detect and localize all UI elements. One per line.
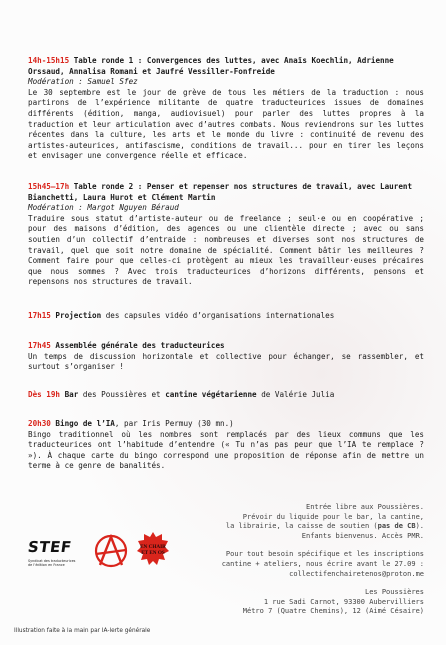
stef-logo-name: STEF [26,538,73,556]
event-description: Traduire sous statut d’artiste-auteur ou de freelance ; seul·e ou en coopérative ; pour des maisons d’édition, des agences ou une clientèle directe ; avec ou sans soutien d’un collectif d’entraide : nombreuses et diverses sont nos structures de travail, quel que soit notre domaine de spécialité. Comment bâtir les meilleures ? Comment faire pour que celles-ci protègent au mieux les travailleur·euses précaires que nous sommes ? Avec trois traducteurices d’horizons différents, pensons et repensons nos structures de travail. [28,213,424,287]
event-time: 14h-15h15 [28,56,70,65]
event-time: 17h15 [28,311,51,320]
anarchist-a-icon [94,534,128,568]
cash-note-1: Prévoir du liquide pour le bar, la cantine, [242,512,424,521]
event-ai-bingo [28,419,424,472]
venue-address: 1 rue Sadi Carnot, 93300 Aubervilliers [263,597,424,606]
cook-label: de Valérie Julia [256,390,335,399]
event-title: Table ronde 2 : Penser et repenser nos structures de travail, avec Laurent Bianchetti, Laura Hurot et Clément Martin [28,182,413,202]
children-note: Enfants bienvenus. Accès PMR. [301,531,424,540]
event-title: Bingo de l’IA [50,419,115,428]
contact-note-1: Pour tout besoin spécifique et les inscriptions [225,550,424,559]
no-card-note: pas de CB [377,522,416,531]
event-time: 17h45 [28,341,51,350]
en-chair-stamp-icon [136,531,170,567]
stef-logo [28,538,80,567]
canteen-label: cantine végétarienne [165,390,257,399]
event-description: Bingo traditionnel où les nombres sont remplacés par des lieux communs que les traducteurices ont l’habitude d’entendre (« Tu n’as pas peur que l’IA te remplace ? »). À chaque carte du bingo correspond une proposition de réponse afin de mettre un terme à ce genre de banalités. [28,429,424,471]
contact-note-2: cantine + ateliers, nous écrire avant le 27.09 : [221,559,424,568]
venue-label: des Poussières et [78,390,166,399]
event-description: Le 30 septembre est le jour de grève de tous les métiers de la traduction : nous partirons de l’expérience militante de quatre traducteurices issues de domaines différents (édition, manga, audiovisuel) pour parler des luttes propres à la traduction et leur articulation avec d’autres combats. Nous reviendrons sur les luttes récentes dans la culture, les arts et le monde du livre : continuité de revenu des artistes-auteurices, antifascisme, conditions de travail... pour en tirer les leçons et envisager une convergence réelle et efficace. [28,87,424,161]
entry-note: Entrée libre aux Poussières. [305,503,424,511]
partner-logos [28,528,168,588]
event-title: Assemblée générale des traducteurices [50,341,225,350]
event-moderation: Modération : Samuel Sfez [28,77,138,87]
venue-name: Les Poussières [364,588,424,597]
cash-note-2c: ). [415,522,424,531]
event-time: Dès 19h [28,390,61,399]
stef-caption-line-1: Syndicat des traducteurices [28,559,76,563]
event-round-table-2 [28,182,424,288]
event-title-rest: des capsules vidéo d’organisations internationales [101,311,335,320]
event-title: Table ronde 1 : Convergences des luttes, avec Anaïs Koechlin, Adrienne Orssaud, Annalisa Romani et Jaufré Vessiller-Fonfreide [28,56,394,76]
event-description: Un temps de discussion horizontale et collective pour échanger, se rassembler, et surtout s’organiser ! [28,351,424,372]
illustration-credit: Illustration faite à la main par IA-lerte générale [14,628,151,634]
stef-logo-caption [28,559,80,567]
bar-label: Bar [60,390,79,399]
stamp-line-1: EN CHAIR [140,544,166,550]
stef-caption-line-2: de l’édition en France [28,563,65,568]
event-time: 20h30 [28,419,51,428]
venue-metro: Métro 7 (Quatre Chemins), 12 (Aimé Césaire) [242,607,424,616]
practical-info [164,503,424,617]
event-round-table-1 [28,56,424,162]
event-bar-canteen [28,390,424,401]
event-moderation: Modération : Margot Nguyen Béraud [28,203,179,213]
cash-note-2a: la librairie, la caisse de soutien ( [225,522,378,531]
stamp-line-2: ET EN OS [141,550,165,556]
event-time: 15h45–17h [28,182,70,191]
event-title: Projection [50,311,102,320]
contact-email[interactable]: collectifenchairetenos@proton.me [289,569,424,578]
event-general-assembly [28,341,424,373]
event-title-rest: , par Iris Permuy (30 mn.) [114,419,234,428]
cash-note-2 [164,522,424,532]
event-projection [28,311,424,322]
